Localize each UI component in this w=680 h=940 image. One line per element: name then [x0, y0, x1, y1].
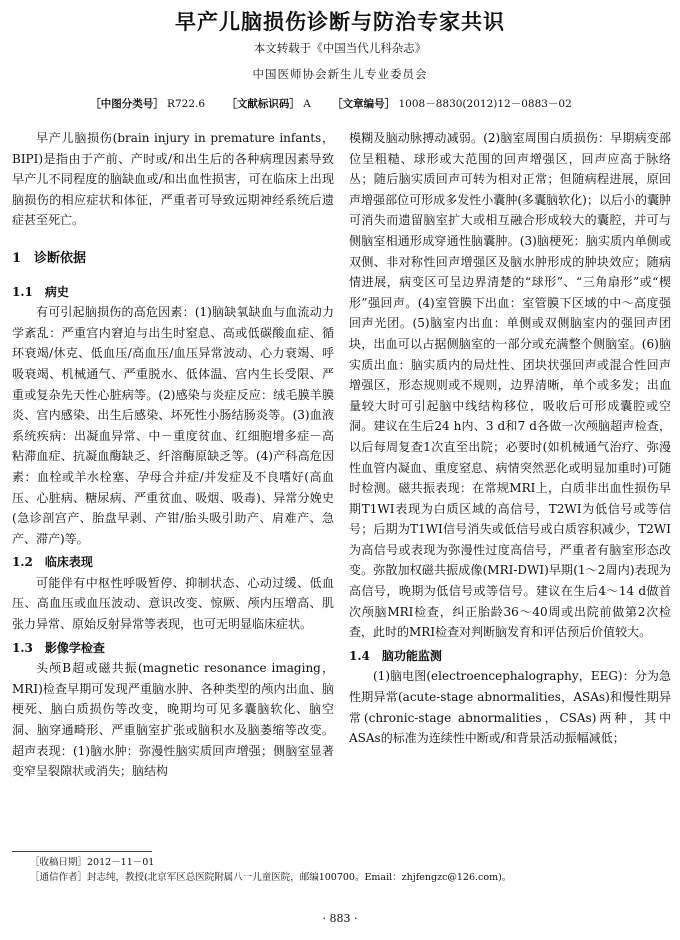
article-no-value: 1008－8830(2012)12－0883－02	[398, 98, 572, 110]
intro-paragraph: 早产儿脑损伤(brain injury in premature infants，BIPI)是指由于产前、产时或/和出生后的各种病理因素导致早产儿不同程度的脑缺血或/和出血性损害，可在临床上出现脑损伤的相应症状和体征，严重者可导致远期神经系统后遗症甚至死亡。	[12, 131, 334, 228]
brain-function-paragraph: (1)脑电图(electroencephalography，EEG)：分为急性期异常(acute-stage abnormalities，ASAs)和慢性期异常(chronic-stage abnormalities，CSAs)两种，其中ASAs的标准为连续性中断或/和背景活动振幅减低；	[349, 669, 671, 746]
left-column	[12, 128, 334, 782]
clinical-paragraph: 可能伴有中枢性呼吸暂停、抑制状态、心动过缓、低血压、高血压或血压波动、意识改变、惊厥、颅内压增高、肌张力异常、原始反射异常等表现，也可无明显临床症状。	[12, 575, 334, 632]
subsection-heading-imaging: 1.3 影像学检查	[12, 640, 105, 655]
clc-label: ［中图分类号］	[90, 98, 164, 110]
received-date: ［收稿日期］2012－11－01	[30, 857, 155, 868]
subsection-heading-clinical: 1.2 临床表现	[12, 555, 93, 570]
doc-code-label: ［文献标识码］	[226, 98, 300, 110]
section-heading-diagnosis: 1 诊断依据	[12, 250, 87, 266]
clc-value: R722.6	[167, 98, 206, 110]
reprint-note: 本文转载于《中国当代儿科杂志》	[253, 41, 427, 55]
subsection-heading-brain-function: 1.4 脑功能监测	[349, 648, 442, 663]
imaging-paragraph: 头颅B超或磁共振(magnetic resonance imaging，MRI)检查早期可发现严重脑水肿、各种类型的颅内出血、脑梗死、脑白质损伤等改变，晚期均可见多囊脑软化、脑空洞、脑穿通畸形、严重脑室扩张或脑积水及脑萎缩等改变。超声表现：(1)脑水肿：弥漫性脑实质回声增强；侧脑室显著变窄呈裂隙状或消失；脑结构	[12, 661, 334, 779]
article-title: 早产儿脑损伤诊断与防治专家共识	[175, 9, 505, 34]
imaging-continuation-paragraph: 模糊及脑动脉搏动减弱。(2)脑室周围白质损伤：早期病变部位呈粗糙、球形或大范围的回声增强区，回声应高于脉络丛；随后脑实质回声可转为相对正常；但随病程进展，原回声增强部位可形成多发性小囊肿(多囊脑软化)；以后小的囊肿可消失而遗留脑室扩大或相互融合形成较大的囊腔，并可与侧脑室相通形成穿通性脑囊肿。(3)脑梗死：脑实质内单侧或双侧、非对称性回声增强区及脑水肿形成的肿块效应；随病情进展，病变区可呈边界清楚的“球形”、“三角扇形”或“楔形”强回声。(4)室管膜下出血：室管膜下区域的中～高度强回声光团。(5)脑室内出血：单侧或双侧脑室内的强回声团块，出血可以占据侧脑室的一部分或充满整个侧脑室。(6)脑实质出血：脑实质内的局灶性、团块状强回声或混合性回声增强区，形态规则或不规则，边界清晰，单个或多发；出血量较大时可引起脑中线结构移位，吸收后可形成囊腔或空洞。建议在生后24 h内、3 d和7 d各做一次颅脑超声检查，以后每周复查1次直至出院；必要时(如机械通气治疗、弥漫性血管内凝血、重度窒息、病情突然恶化或明显加重时)可随时检测。磁共振表现：在常规MRI上，白质非出血性损伤早期T1WI表现为白质区域的高信号，T2WI为低信号或等信号；后期为T1WI信号消失或低信号或白质容积减少，T2WI为高信号或表现为弥漫性过度高信号，严重者有脑室形态改变。弥散加权磁共振成像(MRI-DWI)早期(1～2周内)表现为高信号，晚期为低信号或等信号。建议在生后4～14 d做首次颅脑MRI检查，纠正胎龄36～40周或出院前做第2次检查，此时的MRI检查对判断脑发育和评估预后价值较大。	[349, 131, 671, 640]
subsection-heading-history: 1.1 病史	[12, 284, 69, 299]
page-number: · 883 ·	[322, 912, 358, 925]
history-paragraph: 有可引起脑损伤的高危因素：(1)脑缺氧缺血与血流动力学紊乱：严重宫内窘迫与出生时窒息、高或低碳酸血症、循环衰竭/休克、低血压/高血压/血压异常波动、心力衰竭、呼吸衰竭、机械通气、严重脱水、低体温、宫内生长受限、严重或复杂先天性心脏病等。(2)感染与炎症反应：绒毛膜羊膜炎、宫内感染、出生后感染、坏死性小肠结肠炎等。(3)血液系统疾病：出凝血异常、中－重度贫血、红细胞增多症－高粘滞血症、抗凝血酶缺乏、纤溶酶原缺乏等。(4)产科高危因素：血栓或羊水栓塞、孕母合并症/并发症及不良嗜好(高血压、心脏病、糖尿病、严重贫血、吸烟、吸毒)、异常分娩史(急诊剖宫产、胎盘早剥、产钳/胎头吸引助产、肩难产、急产、滞产)等。	[12, 305, 334, 546]
footnotes	[30, 855, 511, 885]
right-column	[349, 128, 671, 749]
article-no-label: ［文章编号］	[332, 98, 396, 110]
corresponding-author: ［通信作者］封志纯，教授(北京军区总医院附属八一儿童医院，邮编100700。Email：zhjfengzc@126.com)。	[30, 872, 512, 883]
footnote-divider	[12, 851, 152, 852]
author-association: 中国医师协会新生儿专业委员会	[252, 67, 428, 81]
doc-code-value: A	[303, 98, 311, 110]
classification-line	[0, 96, 680, 111]
